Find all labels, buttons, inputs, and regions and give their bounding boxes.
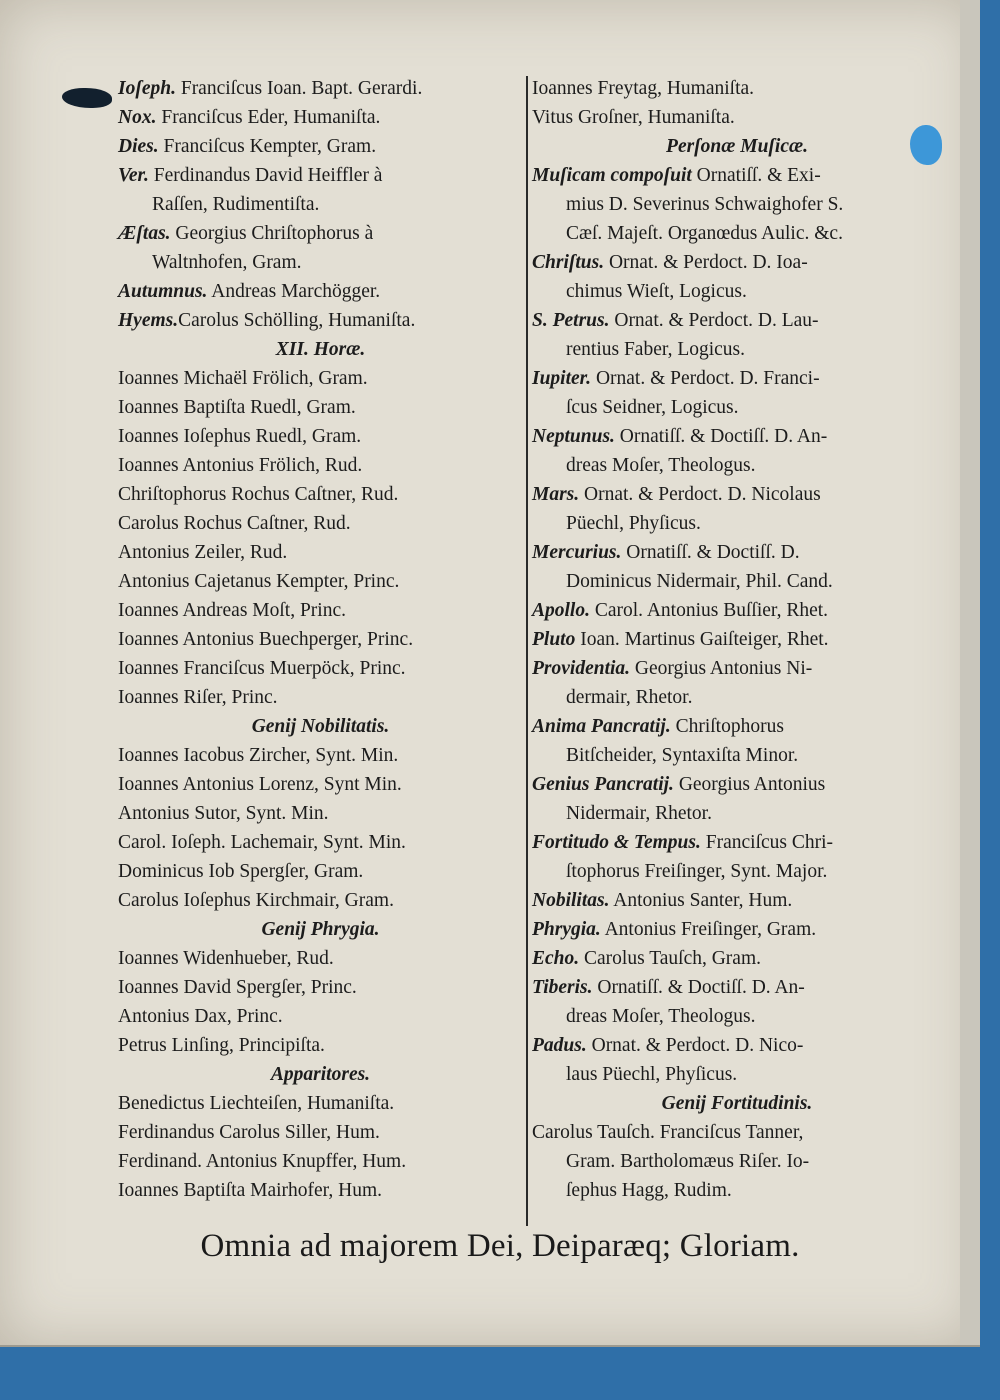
role-name: Tiberis. bbox=[532, 977, 593, 998]
continuation-line: chimus Wieſt, Logicus. bbox=[566, 281, 747, 302]
cast-entry bbox=[532, 712, 942, 741]
performer-line: Ioannes Antonius Buechperger, Princ. bbox=[118, 629, 414, 650]
performer-name: Ornat. & Perdoct. D. Franci- bbox=[591, 368, 820, 389]
role-name: Chriſtus. bbox=[532, 252, 605, 273]
ink-blot bbox=[62, 88, 112, 108]
performer-name: Franciſcus Chri- bbox=[700, 832, 834, 853]
role-name: Æſtas. bbox=[118, 223, 171, 244]
role-name: Ver. bbox=[118, 165, 149, 186]
performer-line: Ioannes Widenhueber, Rud. bbox=[118, 948, 334, 969]
cast-entry bbox=[532, 1031, 942, 1060]
continuation-line: dreas Moſer, Theologus. bbox=[566, 1006, 756, 1027]
performer-line: Antonius Cajetanus Kempter, Princ. bbox=[118, 571, 400, 592]
cast-entry bbox=[532, 306, 942, 335]
performer-line: Ioannes Baptiſta Mairhofer, Hum. bbox=[118, 1180, 383, 1201]
role-name: Apollo. bbox=[532, 600, 590, 621]
role-name: Pluto bbox=[532, 629, 576, 650]
continuation-line: Raſſen, Rudimentiſta. bbox=[152, 194, 320, 215]
performer-line: Chriſtophorus Rochus Caſtner, Rud. bbox=[118, 484, 399, 505]
continuation-line: Püechl, Phyſicus. bbox=[566, 513, 701, 534]
performer-line: Ioannes Ioſephus Ruedl, Gram. bbox=[118, 426, 362, 447]
performer-name: Andreas Marchögger. bbox=[207, 281, 381, 302]
role-name: Ioſeph. bbox=[118, 78, 176, 99]
cast-entry bbox=[532, 654, 942, 683]
role-name: Padus. bbox=[532, 1035, 587, 1056]
role-name: Hyems. bbox=[118, 310, 179, 331]
performer-line: Ioannes Riſer, Princ. bbox=[118, 687, 278, 708]
cast-entry bbox=[118, 161, 523, 190]
continuation-line: Cæſ. Majeſt. Organœdus Aulic. &c. bbox=[566, 223, 843, 244]
role-name: Iupiter. bbox=[532, 368, 592, 389]
performer-line: Ioannes Iacobus Zircher, Synt. Min. bbox=[118, 745, 399, 766]
continuation-line: rentius Faber, Logicus. bbox=[566, 339, 746, 360]
role-name: S. Petrus. bbox=[532, 310, 610, 331]
cast-entry bbox=[118, 132, 523, 161]
cast-entry bbox=[532, 248, 942, 277]
performer-name: Chriſtophorus bbox=[670, 716, 784, 737]
performer-name: Ornatiſſ. & Exi- bbox=[691, 165, 821, 186]
role-name: Mercurius. bbox=[532, 542, 622, 563]
performer-line: Benedictus Liechteiſen, Humaniſta. bbox=[118, 1093, 395, 1114]
performer-line: Ioannes David Spergſer, Princ. bbox=[118, 977, 357, 998]
role-name: Anima Pancratij. bbox=[532, 716, 671, 737]
continuation-line: Gram. Bartholomæus Riſer. Io- bbox=[566, 1151, 810, 1172]
continuation-line: Waltnhofen, Gram. bbox=[152, 252, 302, 273]
continuation-line: Bitſcheider, Syntaxiſta Minor. bbox=[566, 745, 799, 766]
performer-name: Georgius Antonius bbox=[673, 774, 826, 795]
performer-line: Carolus Ioſephus Kirchmair, Gram. bbox=[118, 890, 394, 911]
cast-entry bbox=[532, 161, 942, 190]
role-name: Providentia. bbox=[532, 658, 631, 679]
section-heading: Genij Fortitudinis. bbox=[661, 1093, 813, 1114]
continuation-line: ſephus Hagg, Rudim. bbox=[566, 1180, 732, 1201]
performer-line: Ioannes Andreas Moſt, Princ. bbox=[118, 600, 347, 621]
continuation-line: ſtophorus Freiſinger, Synt. Major. bbox=[566, 861, 828, 882]
scan-edge bbox=[960, 0, 980, 1345]
role-name: Genius Pancratij. bbox=[532, 774, 674, 795]
continuation-line: laus Püechl, Phyſicus. bbox=[566, 1064, 738, 1085]
section-heading: XII. Horæ. bbox=[275, 339, 366, 360]
performer-line: Ioannes Freytag, Humaniſta. bbox=[532, 78, 755, 99]
performer-line: Ferdinandus Carolus Siller, Hum. bbox=[118, 1122, 380, 1143]
role-name: Muſicam compoſuit bbox=[532, 165, 692, 186]
performer-name: Carolus Tauſch, Gram. bbox=[579, 948, 762, 969]
cast-entry bbox=[118, 74, 523, 103]
cast-entry bbox=[532, 625, 942, 654]
performer-line: Ioannes Antonius Lorenz, Synt Min. bbox=[118, 774, 402, 795]
cast-entry bbox=[532, 770, 942, 799]
performer-line: Antonius Sutor, Synt. Min. bbox=[118, 803, 329, 824]
continuation-line: dermair, Rhetor. bbox=[566, 687, 693, 708]
performer-name: Carol. Antonius Buſſier, Rhet. bbox=[589, 600, 829, 621]
performer-name: Ornat. & Perdoct. D. Lau- bbox=[609, 310, 819, 331]
performer-name: Ornat. & Perdoct. D. Nicolaus bbox=[579, 484, 821, 505]
cast-entry bbox=[532, 596, 942, 625]
performer-name: Ornatiſſ. & Doctiſſ. D. bbox=[621, 542, 800, 563]
continuation-line: Nidermair, Rhetor. bbox=[566, 803, 712, 824]
performer-line: Ioannes Baptiſta Ruedl, Gram. bbox=[118, 397, 356, 418]
section-heading: Perſonæ Muſicæ. bbox=[666, 136, 808, 157]
closing-line: Omnia ad majorem Dei, Deiparæq; Gloriam. bbox=[200, 1228, 800, 1264]
continuation-line: ſcus Seidner, Logicus. bbox=[566, 397, 739, 418]
performer-name: Franciſcus Ioan. Bapt. Gerardi. bbox=[175, 78, 423, 99]
performer-name: Antonius Santer, Hum. bbox=[609, 890, 793, 911]
performer-name: Ornat. & Perdoct. D. Ioa- bbox=[604, 252, 808, 273]
role-name: Autumnus. bbox=[118, 281, 208, 302]
performer-line: Carolus Tauſch. Franciſcus Tanner, bbox=[532, 1122, 804, 1143]
cast-entry bbox=[532, 422, 942, 451]
performer-line: Ferdinand. Antonius Knupffer, Hum. bbox=[118, 1151, 407, 1172]
performer-name: Ornat. & Perdoct. D. Nico- bbox=[586, 1035, 804, 1056]
role-name: Neptunus. bbox=[532, 426, 615, 447]
performer-line: Dominicus Iob Spergſer, Gram. bbox=[118, 861, 364, 882]
cast-entry bbox=[532, 480, 942, 509]
section-heading: Apparitores. bbox=[270, 1064, 371, 1085]
performer-name: Franciſcus Eder, Humaniſta. bbox=[156, 107, 381, 128]
cast-entry bbox=[532, 538, 942, 567]
performer-name: Franciſcus Kempter, Gram. bbox=[158, 136, 377, 157]
cast-entry bbox=[118, 277, 523, 306]
cast-entry bbox=[532, 973, 942, 1002]
performer-name: Ornatiſſ. & Doctiſſ. D. An- bbox=[592, 977, 805, 998]
performer-name: Carolus Schölling, Humaniſta. bbox=[178, 310, 416, 331]
performer-name: Georgius Antonius Ni- bbox=[630, 658, 813, 679]
performer-line: Carol. Ioſeph. Lachemair, Synt. Min. bbox=[118, 832, 406, 853]
left-column bbox=[118, 74, 523, 1205]
performer-name: Ioan. Martinus Gaiſteiger, Rhet. bbox=[575, 629, 829, 650]
role-name: Fortitudo & Tempus. bbox=[532, 832, 701, 853]
performer-line: Ioannes Antonius Frölich, Rud. bbox=[118, 455, 363, 476]
cast-entry bbox=[532, 915, 942, 944]
cast-entry bbox=[118, 219, 523, 248]
performer-name: Ferdinandus David Heiffler à bbox=[148, 165, 383, 186]
cast-entry bbox=[532, 886, 942, 915]
role-name: Nox. bbox=[118, 107, 157, 128]
performer-line: Petrus Linſing, Principiſta. bbox=[118, 1035, 325, 1056]
cast-entry bbox=[532, 828, 942, 857]
cast-entry bbox=[532, 944, 942, 973]
role-name: Nobilitas. bbox=[532, 890, 610, 911]
cast-entry bbox=[118, 103, 523, 132]
role-name: Dies. bbox=[118, 136, 159, 157]
role-name: Mars. bbox=[532, 484, 580, 505]
cast-entry bbox=[118, 306, 523, 335]
section-heading: Genij Nobilitatis. bbox=[251, 716, 390, 737]
performer-line: Ioannes Franciſcus Muerpöck, Princ. bbox=[118, 658, 406, 679]
continuation-line: dreas Moſer, Theologus. bbox=[566, 455, 756, 476]
cast-entry bbox=[532, 364, 942, 393]
performer-name: Antonius Freiſinger, Gram. bbox=[600, 919, 817, 940]
performer-name: Ornatiſſ. & Doctiſſ. D. An- bbox=[614, 426, 828, 447]
section-heading: Genij Phrygia. bbox=[261, 919, 380, 940]
role-name: Phrygia. bbox=[532, 919, 601, 940]
right-column bbox=[532, 74, 942, 1205]
role-name: Echo. bbox=[532, 948, 580, 969]
column-divider bbox=[526, 76, 528, 1226]
continuation-line: mius D. Severinus Schwaighofer S. bbox=[566, 194, 844, 215]
performer-line: Antonius Zeiler, Rud. bbox=[118, 542, 288, 563]
performer-line: Ioannes Michaël Frölich, Gram. bbox=[118, 368, 368, 389]
continuation-line: Dominicus Nidermair, Phil. Cand. bbox=[566, 571, 833, 592]
performer-line: Vitus Groſner, Humaniſta. bbox=[532, 107, 735, 128]
performer-line: Carolus Rochus Caſtner, Rud. bbox=[118, 513, 351, 534]
performer-name: Georgius Chriſtophorus à bbox=[170, 223, 374, 244]
performer-line: Antonius Dax, Princ. bbox=[118, 1006, 283, 1027]
